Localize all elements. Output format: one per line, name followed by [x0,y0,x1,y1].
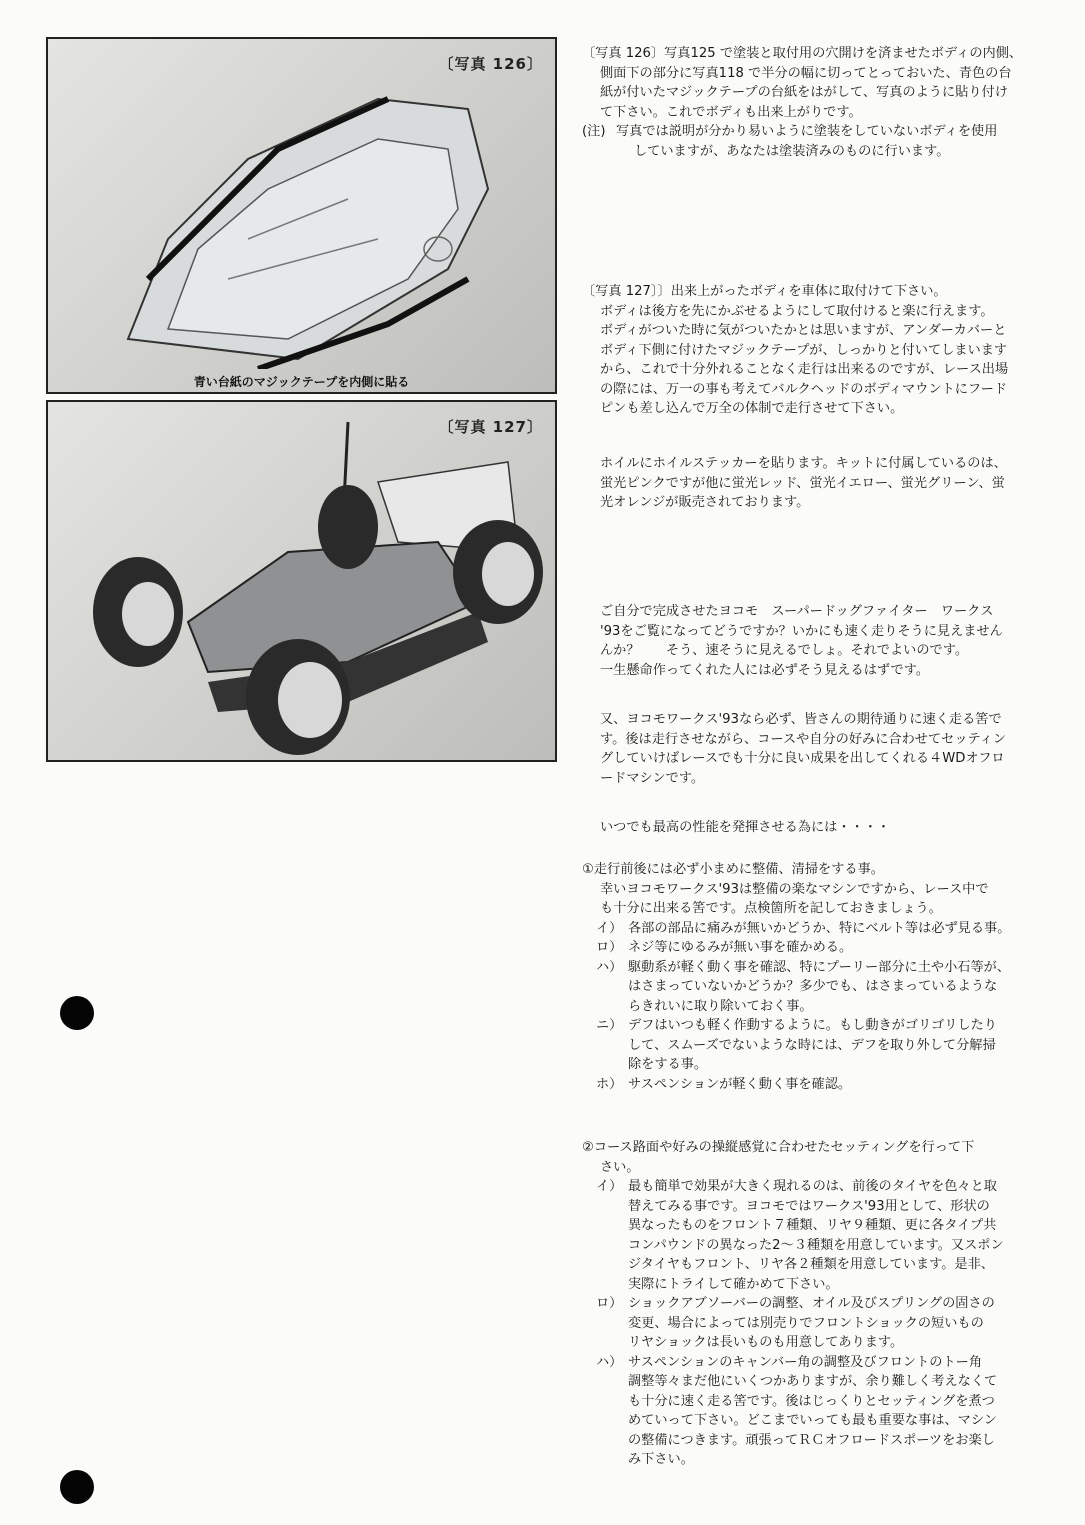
text-line: 替えてみる事です。ヨコモではワークス'93用として、形状の [628,1198,990,1214]
wheel-sticker-text [582,454,1064,513]
text-line: いつでも最高の性能を発揮させる為には・・・・ [600,820,891,835]
text-line: ボディがついた時に気がついたかとは思いますが、アンダーカバーと [600,323,1007,338]
section-2 [582,1138,1064,1470]
text-line: 除をする事。 [628,1057,708,1072]
p127-text [582,282,1064,419]
checklist-item [582,958,1064,1017]
text-line: ネジ等にゆるみが無い事を確かめる。 [628,940,853,955]
text-line: 幸いヨコモワークス'93は整備の楽なマシンですから、レース中で [600,881,989,897]
text-line: 側面下の部分に写真118 で半分の幅に切ってとっておいた、青色の台 [600,65,1012,81]
text-line: 又、ヨコモワークス'93なら必ず、皆さんの期待通りに速く走る筈で [600,712,1002,727]
text-line: ジタイヤもフロント、リヤ各２種類を用意しています。是非、 [628,1257,994,1272]
photo-127-label: 〔写真 127〕 [438,418,543,436]
text-line: 一生懸命作ってくれた人には必ずそう見えるはずです。 [600,662,930,678]
text-line: して、スムーズでないような時には、デフを取り外して分解掃 [628,1037,996,1053]
text-line: コンパウンドの異なった2～３種類を用意しています。又スポン [628,1237,1004,1253]
item-marker: ロ） [596,1296,623,1311]
text-line: はさまっていないかどうか？多少でも、はさまっているような [628,979,998,994]
text-line: 光オレンジが販売されております。 [600,495,810,510]
text-line: サスペンションのキャンバー角の調整及びフロントのトー角 [628,1354,983,1370]
photo-126-caption: 青い台紙のマジックテープを内側に貼る [193,375,410,389]
text-line: み下さい。 [628,1452,694,1467]
text-line: していますが、あなたは塗装済みのものに行います。 [634,143,950,159]
item-marker: ハ） [596,1354,623,1370]
checklist-item [582,1016,1064,1075]
item-marker: ニ） [596,1018,623,1033]
checklist-item [582,938,1064,958]
section-1 [582,860,1064,1094]
p126-text [582,44,1064,161]
text-line: て下さい。これでボディも出来上がりです。 [600,104,862,120]
text-line: も十分に速く走る筈です。後はじっくりとセッティングを煮つ [628,1393,995,1409]
text-line: ボディは後方を先にかぶせるようにして取付けると楽に行えます。 [600,303,994,319]
text-line: '93をご覧になってどうですか？いかにも速く走りそうに見えません [600,623,1003,639]
item-marker: ロ） [596,940,623,955]
text-line: 〔写真 126〕写真125 で塗装と取付用の穴開けを済ませたボディの内側、 [582,46,1023,61]
text-line: 異なったものをフロント７種類、リヤ９種類、更に各タイプ共 [628,1218,997,1233]
checklist-item [582,1075,1064,1095]
best-performance-text [582,818,1064,838]
section-2-heading: ②コース路面や好みの操縦感覚に合わせたセッティングを行って下 [582,1140,975,1155]
text-line: 蛍光ピンクですが他に蛍光レッド、蛍光イエロー、蛍光グリーン、蛍 [600,475,1005,491]
works-text [582,710,1064,788]
text-line: 各部の部品に痛みが無いかどうか、特にベルト等は必ず見る事。 [628,920,1011,936]
rc-car-illustration [48,402,555,760]
text-line: らきれいに取り除いておく事。 [628,998,813,1014]
text-line: から、これで十分外れることなく走行は出来るのですが、レース出場 [600,362,1009,377]
item-marker: イ） [596,920,623,936]
photo-127 [46,400,557,762]
text-line: ご自分で完成させたヨコモ スーパードッグファイター ワークス [600,604,994,619]
text-line: ードマシンです。 [600,770,705,786]
text-line: グしていけばレースでも十分に良い成果を出してくれる４WDオフロ [600,751,1005,766]
intro-text [582,602,1064,680]
text-line: の際には、万一の事も考えてバルクヘッドのボディマウントにフード [600,381,1008,397]
text-line: ショックアブソーバーの調整、オイル及びスプリングの固さの [628,1296,995,1311]
section-1-heading: ①走行前後には必ず小まめに整備、清掃をする事。 [582,862,884,877]
text-line: めていって下さい。どこまでいっても最も重要な事は、マシン [628,1413,997,1428]
checklist-item [582,919,1064,939]
photo-126 [46,37,557,394]
text-line: 調整等々まだ他にいくつかありますが、余り難しく考えなくて [628,1374,998,1389]
note-marker: (注) [582,124,606,139]
text-line: 実際にトライして確かめて下さい。 [628,1276,839,1292]
text-line: 紙が付いたマジックテープの台紙をはがして、写真のように貼り付け [600,85,1008,100]
text-line: サスペンションが軽く動く事を確認。 [628,1076,852,1092]
item-marker: ハ） [596,959,623,975]
text-line: デフはいつも軽く作動するように。もし動きがゴリゴリしたり [628,1018,997,1033]
setting-item [582,1177,1064,1294]
text-line: んか？ そう、速そうに見えるでしょ。それでよいのです。 [600,643,969,658]
text-line: 駆動系が軽く動く事を確認、特にプーリー部分に土や小石等が、 [628,959,1011,975]
text-line: 最も簡単で効果が大きく現れるのは、前後のタイヤを色々と取 [628,1179,997,1194]
text-line: ボディ下側に付けたマジックテープが、しっかりと付いてしまいます [600,342,1008,358]
text-line: の整備につきます。頑張ってＲＣオフロードスポーツをお楽し [628,1432,995,1448]
text-line: ピンも差し込んで万全の体制で走行させて下さい。 [600,401,904,416]
item-marker: イ） [596,1179,623,1194]
text-line: 変更、場合によっては別売りでフロントショックの短いもの [628,1315,984,1331]
section-2-heading: さい。 [600,1159,640,1175]
setting-item [582,1294,1064,1353]
text-line: ホイルにホイルステッカーを貼ります。キットに付属しているのは、 [600,456,1007,471]
car-body-illustration [48,39,555,369]
text-line: 写真では説明が分かり易いように塗装をしていないボディを使用 [616,124,998,139]
text-line: す。後は走行させながら、コースや自分の好みに合わせてセッティン [600,731,1007,747]
binder-hole [60,1470,94,1504]
note [582,122,1064,161]
binder-hole [60,996,94,1030]
photo-126-label: 〔写真 126〕 [438,55,543,73]
text-line: も十分に出来る筈です。点検箇所を記しておきましょう。 [600,901,942,916]
text-line: 〔写真 127〕〕出来上がったボディを車体に取付けて下さい。 [582,284,947,299]
setting-item [582,1353,1064,1470]
item-marker: ホ） [596,1076,623,1092]
text-line: リヤショックは長いものも用意してあります。 [628,1335,904,1350]
